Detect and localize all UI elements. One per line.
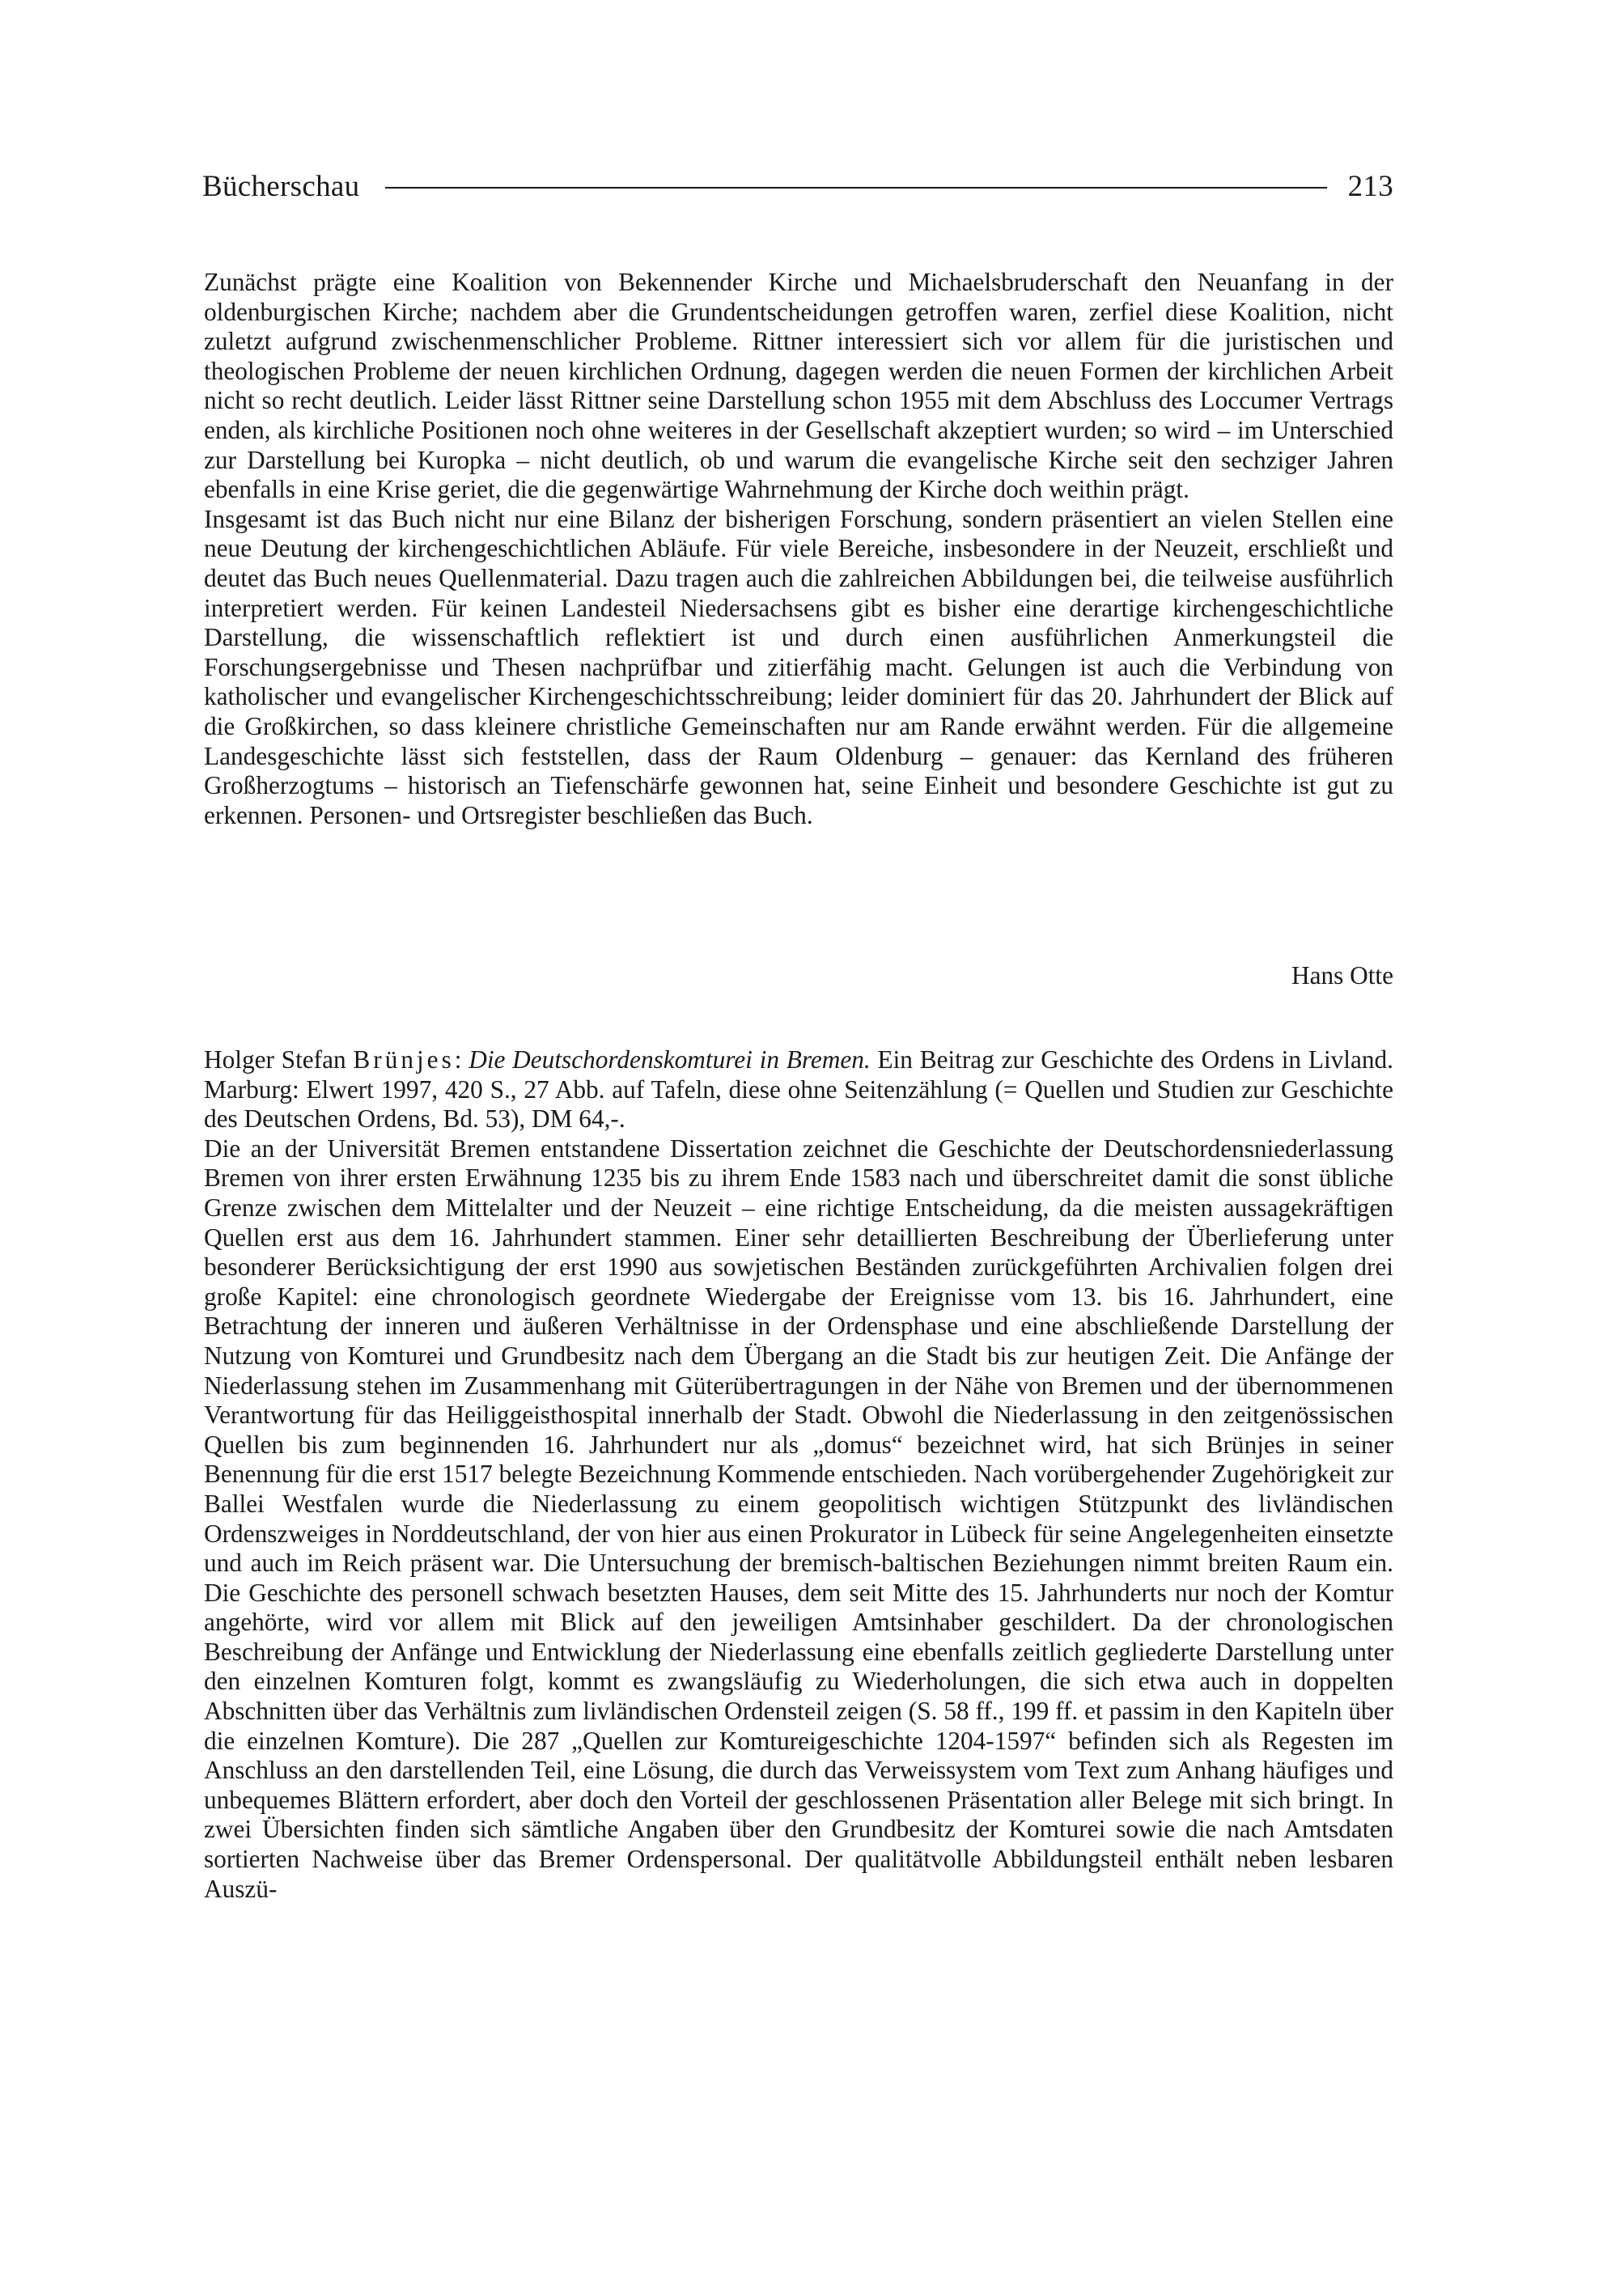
running-header <box>202 166 1393 206</box>
author-given-name: Holger Stefan <box>204 1045 346 1074</box>
review-2-body: Die an der Universität Bremen entstandene Dissertation zeichnet die Geschichte der Deutschordensniederlassung Bremen von ihrer ersten Erwähnung 1235 bis zu ihrem Ende 1583 nach und überschreitet damit die sonst übliche Grenze zwischen dem Mittelalter und der Neuzeit – eine richtige Entscheidung, da die meisten aussagekräftigen Quellen erst aus dem 16. Jahrhundert stammen. Einer sehr detaillierten Beschreibung der Überlieferung unter besonderer Berücksichtigung der erst 1990 aus sowjetischen Beständen zurückgeführten Archivalien folgen drei große Kapitel: eine chronologisch geordnete Wiedergabe der Ereignisse vom 13. bis 16. Jahrhundert, eine Betrachtung der inneren und äußeren Verhältnisse in der Ordensphase und eine abschließende Darstellung der Nutzung von Komturei und Grundbesitz nach dem Übergang an die Stadt bis zur heutigen Zeit. Die Anfänge der Niederlassung stehen im Zusammenhang mit Güterübertragungen in der Nähe von Bremen und der übernommenen Verantwortung für das Heiliggeisthospital innerhalb der Stadt. Obwohl die Niederlassung in den zeitgenössischen Quellen bis zum beginnenden 16. Jahrhundert nur als „domus“ bezeichnet wird, hat sich Brünjes in seiner Benennung für die erst 1517 belegte Bezeichnung Kommende entschieden. Nach vorübergehender Zugehörigkeit zur Ballei Westfalen wurde die Niederlassung zu einem geopolitisch wichtigen Stützpunkt des livländischen Ordenszweiges in Norddeutschland, der von hier aus einen Prokurator in Lübeck für seine Angelegenheiten einsetzte und auch im Reich präsent war. Die Untersuchung der bremisch-baltischen Beziehungen nimmt breiten Raum ein. Die Geschichte des personell schwach besetzten Hauses, dem seit Mitte des 15. Jahrhunderts nur noch der Komtur angehörte, wird vor allem mit Blick auf den jeweiligen Amtsinhaber geschildert. Da der chronologischen Beschreibung der Anfänge und Entwicklung der Niederlassung eine ebenfalls zeitlich gegliederte Darstellung unter den einzelnen Komturen folgt, kommt es zwangsläufig zu Wiederholungen, die sich etwa auch in doppelten Abschnitten über das Verhältnis zum livländischen Ordensteil zeigen (S. 58 ff., 199 ff. et passim in den Kapiteln über die einzelnen Komture). Die 287 „Quellen zur Komtureigeschichte 1204-1597“ befinden sich als Regesten im Anschluss an den darstellenden Teil, eine Lösung, die durch das Verweissystem vom Text zum Anhang häufiges und unbequemes Blättern erfordert, aber doch den Vorteil der geschlossenen Präsentation aller Belege mit sich bringt. In zwei Übersichten finden sich sämtliche Angaben über den Grundbesitz der Komturei sowie die nach Amtsdaten sortierten Nachweise über das Bremer Ordenspersonal. Der qualitätvolle Abbildungsteil enthält neben lesbaren Auszü- <box>204 1134 1393 1903</box>
author-surname: Brünjes <box>353 1045 455 1074</box>
header-rule <box>385 187 1326 189</box>
review-1 <box>204 268 1393 830</box>
page-number: 213 <box>1347 169 1393 203</box>
review-1-paragraph-1: Zunächst prägte eine Koalition von Bekennender Kirche und Michaelsbruderschaft den Neuanfang in der oldenburgischen Kirche; nachdem aber die Grundentscheidungen getroffen waren, zerfiel diese Koalition, nicht zuletzt aufgrund zwischenmenschlicher Probleme. Rittner interessiert sich vor allem für die juristischen und theologischen Probleme der neuen kirchlichen Ordnung, dagegen werden die neuen Formen der kirchlichen Arbeit nicht so recht deutlich. Leider lässt Rittner seine Darstellung schon 1955 mit dem Abschluss des Loccumer Vertrags enden, als kirchliche Positionen noch ohne weiteres in der Gesellschaft akzeptiert wurden; so wird – im Unterschied zur Darstellung bei Kuropka – nicht deutlich, ob und warum die evangelische Kirche seit den sechziger Jahren ebenfalls in eine Krise geriet, die die gegenwärtige Wahrnehmung der Kirche doch weithin prägt. <box>204 268 1393 504</box>
review-2 <box>204 1045 1393 1904</box>
reviewer-signature: Hans Otte <box>1291 961 1393 990</box>
running-title: Bücherschau <box>202 169 360 203</box>
book-title: Die Deutschordenskomturei in Bremen. <box>469 1045 871 1074</box>
review-2-citation: Holger Stefan Brünjes: Die Deutschordenskomturei in Bremen. Ein Beitrag zur Geschichte des Ordens in Livland. Marburg: Elwert 1997, 420 S., 27 Abb. auf Tafeln, diese ohne Seitenzählung (= Quellen und Studien zur Geschichte des Deutschen Ordens, Bd. 53), DM 64,-. <box>204 1045 1393 1134</box>
bibliographic-details: Ein Beitrag zur Geschichte des Ordens in Livland. Marburg: Elwert 1997, 420 S., 27 Abb. auf Tafeln, diese ohne Seitenzählung (= Quellen und Studien zur Geschichte des Deutschen Ordens, Bd. 53), DM 64,-. <box>204 1045 1393 1134</box>
review-1-paragraph-2: Insgesamt ist das Buch nicht nur eine Bilanz der bisherigen Forschung, sondern präsentiert an vielen Stellen eine neue Deutung der kirchengeschichtlichen Abläufe. Für viele Bereiche, insbesondere in der Neuzeit, erschließt und deutet das Buch neues Quellenmaterial. Dazu tragen auch die zahlreichen Abbildungen bei, die teilweise ausführlich interpretiert werden. Für keinen Landesteil Niedersachsens gibt es bisher eine derartige kirchengeschichtliche Darstellung, die wissenschaftlich reflektiert ist und durch einen ausführlichen Anmerkungsteil die Forschungsergebnisse und Thesen nachprüfbar und zitierfähig macht. Gelungen ist auch die Verbindung von katholischer und evangelischer Kirchengeschichtsschreibung; leider dominiert für das 20. Jahrhundert der Blick auf die Großkirchen, so dass kleinere christliche Gemeinschaften nur am Rande erwähnt werden. Für die allgemeine Landesgeschichte lässt sich feststellen, dass der Raum Oldenburg – genauer: das Kernland des früheren Großherzogtums – historisch an Tiefenschärfe gewonnen hat, seine Einheit und besondere Geschichte ist gut zu erkennen. Personen- und Ortsregister beschließen das Buch. <box>204 504 1393 829</box>
